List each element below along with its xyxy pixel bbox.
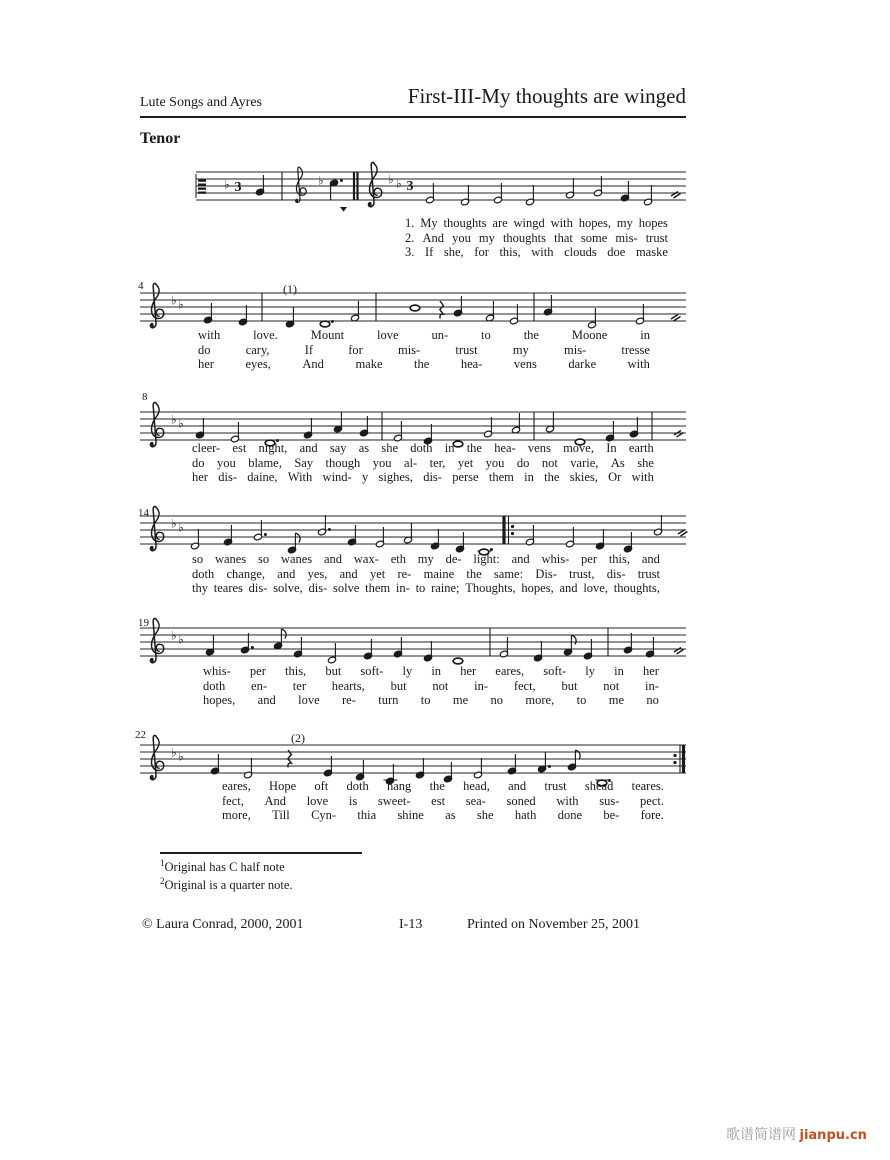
lyric-word: trust (645, 230, 668, 245)
lyric-word: est (232, 441, 247, 455)
footnote-rule (160, 852, 362, 854)
lyric-word: shine (397, 808, 424, 823)
lyric-word: per (581, 552, 598, 566)
lyric-word: with (627, 357, 650, 372)
lyric-word: hopes, (203, 693, 236, 708)
svg-text:♭: ♭ (396, 176, 402, 191)
lyric-word: In (606, 441, 617, 455)
lyric-word: so (192, 552, 204, 566)
verse-line (203, 693, 659, 708)
lyric-word: them (488, 470, 514, 485)
lyric-word: Thoughts, (465, 581, 516, 596)
lyric-word: you (485, 455, 505, 470)
series-title: Lute Songs and Ayres (140, 95, 262, 110)
svg-text:♭: ♭ (171, 628, 177, 643)
lyric-word: she (381, 441, 399, 455)
lyric-word: my (512, 342, 529, 357)
svg-text:♭: ♭ (178, 297, 184, 312)
lyric-word: but (325, 664, 342, 678)
svg-text:♭: ♭ (178, 416, 184, 431)
lyric-word: dis- (248, 581, 268, 596)
footnote-1 (160, 858, 285, 875)
verse-line (192, 567, 660, 582)
svg-text:♭: ♭ (171, 293, 177, 308)
lyric-word: teares. (631, 779, 664, 793)
lyric-word: eth (390, 552, 406, 566)
lyric-word: solve (332, 581, 360, 596)
watermark-site-link[interactable]: jianpu.cn (799, 1128, 867, 1143)
lyric-word: fore. (640, 808, 664, 823)
lyric-word: the (466, 566, 482, 581)
lyric-word: Say (294, 455, 314, 470)
verses-system-6 (222, 779, 664, 823)
lyric-word: move, (563, 441, 594, 455)
lyric-word: do (192, 455, 205, 470)
svg-text:♭: ♭ (171, 516, 177, 531)
header-rule (140, 116, 686, 118)
lyric-word: hea- (494, 441, 516, 455)
lyric-word: whis- (541, 552, 570, 566)
lyric-word: my (417, 552, 434, 566)
lyric-word: dis- (218, 470, 237, 485)
lyric-word: head, (463, 779, 490, 793)
lyric-word: clouds (564, 245, 597, 260)
watermark-chinese-text: 歌谱简谱网 (726, 1127, 796, 1143)
lyric-word: me (452, 693, 469, 708)
lyric-word: Hope (269, 779, 297, 793)
lyric-word: this, (285, 664, 307, 678)
verse-line (203, 664, 659, 679)
lyric-word: cleer- (192, 441, 221, 455)
lyric-word: en- (251, 678, 267, 693)
lyric-word: soft- (360, 664, 384, 678)
lyric-word: cary, (245, 342, 270, 357)
footnote-marker-1: (1) (283, 282, 297, 296)
lyric-word: in (524, 470, 534, 485)
svg-text:♭: ♭ (178, 749, 184, 764)
lyric-word: my (616, 216, 633, 230)
measure-number: 22 (135, 729, 146, 741)
lyric-word: in- (395, 581, 410, 596)
lyric-word: more, (222, 808, 251, 823)
lyric-word: teares (213, 581, 243, 596)
lyric-word: Moone (571, 328, 608, 342)
lyric-word: skies, (569, 470, 598, 485)
lyric-word: but (390, 678, 407, 693)
lyric-word: her (642, 664, 659, 678)
lyric-word: doth (346, 779, 369, 793)
lyric-word: some (580, 230, 608, 245)
lyric-word: to (481, 328, 491, 342)
lyric-word: fect, (222, 793, 244, 808)
lyric-word: hang (387, 779, 412, 793)
lyric-word: no (646, 693, 659, 708)
lyric-word: to (415, 581, 426, 596)
lyric-word: as (445, 808, 456, 823)
lyric-word: make (355, 357, 383, 372)
lyric-word: thia (357, 808, 377, 823)
verse-line (405, 216, 668, 231)
lyric-word: love (377, 328, 399, 342)
lyric-word: to (576, 693, 587, 708)
verse-line (198, 328, 650, 343)
lyric-word: this, (608, 552, 631, 566)
footnote-1-mark: 1 (160, 858, 165, 868)
lyric-word: maine (423, 566, 455, 581)
lyric-word: doe (607, 245, 626, 260)
lyric-word: the (544, 470, 560, 485)
verse-line (198, 357, 650, 372)
lyric-word: solve, (273, 581, 303, 596)
lyric-word: with (531, 245, 554, 260)
lyric-word: al- (403, 455, 418, 470)
verse-line (192, 552, 660, 567)
lyric-word: re- (397, 566, 412, 581)
lyric-word: y (362, 470, 369, 485)
lyric-word: dis- (308, 581, 328, 596)
lyric-word: she (476, 808, 494, 823)
lyric-word: as (358, 441, 370, 455)
lyric-word: ly (585, 664, 595, 678)
watermark (726, 1124, 867, 1144)
lyric-word: earth (628, 441, 654, 455)
lyric-word: un- (431, 328, 449, 342)
lyric-word: and (339, 566, 358, 581)
verse-line (405, 245, 668, 260)
lyric-word: and (257, 693, 276, 708)
lyric-word: them (365, 581, 391, 596)
lyric-word: her (198, 357, 214, 372)
page-number: I-13 (399, 917, 423, 932)
lyric-word: dis- (423, 470, 442, 485)
lyric-word: soned (506, 793, 536, 808)
lyric-word: yet (457, 455, 474, 470)
lyric-word: in- (474, 678, 489, 693)
part-label: Tenor (140, 130, 181, 147)
lyric-word: in (444, 441, 455, 455)
lyric-word: hopes, (578, 216, 612, 230)
lyric-word: to (420, 693, 431, 708)
lyric-word: night, (258, 441, 288, 455)
lyric-word: Till (272, 808, 290, 823)
lyric-word: And (422, 230, 444, 245)
lyric-word: and (641, 552, 660, 566)
lyric-word: my (478, 230, 495, 245)
lyric-word: her (192, 470, 208, 485)
lyric-word: the (466, 441, 482, 455)
lyric-word: And (302, 357, 324, 372)
lyric-word: hea- (460, 357, 483, 372)
lyric-word: not (541, 455, 558, 470)
lyric-word: love, (583, 581, 608, 596)
lyric-word: and (511, 552, 530, 566)
lyric-word: you (372, 455, 392, 470)
lyric-word: hopes, (521, 581, 554, 596)
printed-date: Printed on November 25, 2001 (467, 917, 641, 932)
lyric-word: With (287, 470, 313, 485)
footnote-2 (160, 876, 293, 893)
lyric-word: eares, (495, 664, 525, 678)
lyric-word: Dis- (535, 566, 557, 581)
lyric-word: blame, (248, 455, 282, 470)
lyric-word: thoughts, (613, 581, 660, 596)
lyric-word: in- (645, 678, 659, 693)
verse-line (198, 343, 650, 358)
measure-number: 19 (138, 617, 149, 629)
lyric-word: doth (192, 566, 215, 581)
lyric-word: varie, (570, 455, 599, 470)
lyric-word: As (610, 455, 625, 470)
lyric-word: eyes, (245, 357, 271, 372)
lyric-word: oft (314, 779, 329, 793)
lyric-word: shead (584, 779, 614, 793)
lyric-word: are (492, 216, 508, 230)
lyric-word: fect, (513, 678, 536, 693)
lyric-word: the (414, 357, 430, 372)
lyric-word: change, (226, 566, 266, 581)
lyric-word: you (216, 455, 236, 470)
svg-text:♭: ♭ (224, 177, 230, 192)
lyric-word: Cyn- (311, 808, 337, 823)
verses-system-4 (192, 552, 660, 596)
lyric-word: doth (410, 441, 433, 455)
lyric-word: she, (443, 245, 464, 260)
lyric-word: not (432, 678, 449, 693)
lyric-word: and (559, 581, 578, 596)
lyric-word: wind- (322, 470, 352, 485)
lyric-word: and (299, 441, 318, 455)
lyric-word: 1. (405, 216, 415, 230)
lyric-word: vens (513, 357, 537, 372)
verse-line (192, 441, 654, 456)
lyric-word: mis- (397, 342, 421, 357)
lyric-word: done (557, 808, 583, 823)
footnote-2-text: Original is a quarter note. (164, 878, 293, 893)
lyric-word: love. (253, 328, 278, 342)
measure-number: 14 (138, 507, 149, 519)
staff-system-1 (140, 158, 686, 216)
lyric-word: thy (192, 581, 208, 596)
lyric-word: and (508, 779, 527, 793)
lyric-word: with (550, 216, 573, 230)
lyric-word: wanes (280, 552, 313, 566)
verses-system-2 (198, 328, 650, 372)
lyric-word: me (608, 693, 624, 708)
svg-text:♭: ♭ (318, 173, 324, 188)
lyric-word: same: (493, 566, 524, 581)
verse-line (192, 470, 654, 485)
lyric-word: If (304, 342, 314, 357)
lyric-word: in (431, 664, 442, 678)
verse-line (192, 456, 654, 471)
verses-system-1 (405, 216, 668, 260)
lyric-word: hath (514, 808, 537, 823)
lyric-word: love (306, 793, 329, 808)
lyric-word: 2. (405, 230, 415, 245)
lyric-word: 3. (405, 245, 415, 260)
lyric-word: raine; (431, 581, 460, 596)
lyric-word: sweet- (377, 793, 411, 808)
lyric-word: tresse (621, 342, 650, 357)
footnote-marker-2: (2) (291, 731, 305, 745)
svg-text:♭: ♭ (171, 412, 177, 427)
lyric-word: daine, (247, 470, 278, 485)
lyric-word: no (490, 693, 504, 708)
lyric-word: say (329, 441, 347, 455)
lyric-word: perse (452, 470, 479, 485)
lyric-word: turn (378, 693, 399, 708)
lyric-word: sea- (465, 793, 486, 808)
lyric-word: Mount (310, 328, 345, 342)
lyric-word: so (258, 552, 270, 566)
lyric-word: maske (635, 245, 668, 260)
lyric-word: with (631, 470, 654, 485)
lyric-word: ly (402, 664, 413, 678)
lyric-word: My (420, 216, 438, 230)
lyric-word: do (198, 342, 211, 357)
svg-text:♭: ♭ (178, 632, 184, 647)
lyric-word: yet (369, 566, 386, 581)
lyric-word: that (554, 230, 573, 245)
verse-line (203, 679, 659, 694)
verse-line (222, 794, 664, 809)
lyric-word: per (249, 664, 266, 678)
lyric-word: she (637, 455, 654, 470)
lyric-word: vens (527, 441, 551, 455)
lyric-word: the (429, 779, 445, 793)
lyric-word: light: (473, 552, 500, 566)
lyric-word: Or (608, 470, 622, 485)
lyric-word: If (424, 245, 434, 260)
lyric-word: wax- (353, 552, 379, 566)
lyric-word: est (431, 793, 446, 808)
lyric-word: in (640, 328, 650, 342)
lyric-word: ter, (429, 455, 446, 470)
lyric-word: the (523, 328, 539, 342)
footnote-1-text: Original has C half note (164, 860, 285, 875)
lyric-word: trust (544, 779, 567, 793)
lyric-word: with (198, 328, 221, 342)
lyric-word: for (474, 245, 489, 260)
lyric-word: love (298, 693, 320, 708)
lyric-word: darke (568, 357, 597, 372)
lyric-word: with (556, 793, 579, 808)
lyric-word: and (277, 566, 296, 581)
lyric-word: re- (342, 693, 356, 708)
lyric-word: though (325, 455, 361, 470)
lyric-word: dis- (606, 566, 626, 581)
lyric-word: pect. (640, 793, 664, 808)
verse-line (222, 779, 664, 794)
lyric-word: you (452, 230, 471, 245)
lyric-word: trust (637, 566, 660, 581)
lyric-word: trust, (569, 566, 595, 581)
lyric-word: de- (445, 552, 462, 566)
svg-text:3: 3 (234, 180, 242, 195)
lyric-word: is (348, 793, 358, 808)
lyric-word: trust (455, 342, 478, 357)
measure-number: 8 (142, 391, 148, 403)
lyric-word: in (614, 664, 624, 678)
lyric-word: more, (525, 693, 555, 708)
svg-text:♭: ♭ (178, 520, 184, 535)
page-title: First-III-My thoughts are winged (407, 84, 686, 108)
lyric-word: but (561, 678, 578, 693)
lyric-word: this, (499, 245, 521, 260)
lyric-word: wanes (214, 552, 247, 566)
lyric-word: sighes, (378, 470, 413, 485)
lyric-word: doth (203, 678, 226, 693)
measure-number: 4 (138, 280, 144, 292)
lyric-word: mis- (615, 230, 638, 245)
lyric-word: not (603, 678, 620, 693)
copyright-line: © Laura Conrad, 2000, 2001 (142, 917, 304, 932)
lyric-word: her (460, 664, 477, 678)
lyric-word: wingd (513, 216, 545, 230)
lyric-word: and (324, 552, 343, 566)
lyric-word: yes, (307, 566, 328, 581)
lyric-word: for (348, 342, 363, 357)
svg-text:♭: ♭ (171, 745, 177, 760)
verse-line (222, 808, 664, 823)
lyric-word: soft- (543, 664, 567, 678)
footnote-2-mark: 2 (160, 876, 165, 886)
verses-system-5 (203, 664, 659, 708)
lyric-word: ter (292, 678, 306, 693)
lyric-word: mis- (564, 342, 587, 357)
lyric-word: be- (603, 808, 620, 823)
lyric-word: hearts, (331, 678, 365, 693)
lyric-word: eares, (222, 779, 251, 793)
lyric-word: sus- (599, 793, 620, 808)
svg-text:3: 3 (406, 179, 414, 194)
lyric-word: do (516, 455, 530, 470)
lyric-word: whis- (203, 664, 231, 678)
lyric-word: thoughts (443, 216, 487, 230)
svg-text:♭: ♭ (388, 172, 394, 187)
verse-line (192, 581, 660, 596)
lyric-word: And (264, 793, 287, 808)
verse-line (405, 231, 668, 246)
lyric-word: hopes (638, 216, 668, 230)
verses-system-3 (192, 441, 654, 485)
lyric-word: thoughts (502, 230, 547, 245)
